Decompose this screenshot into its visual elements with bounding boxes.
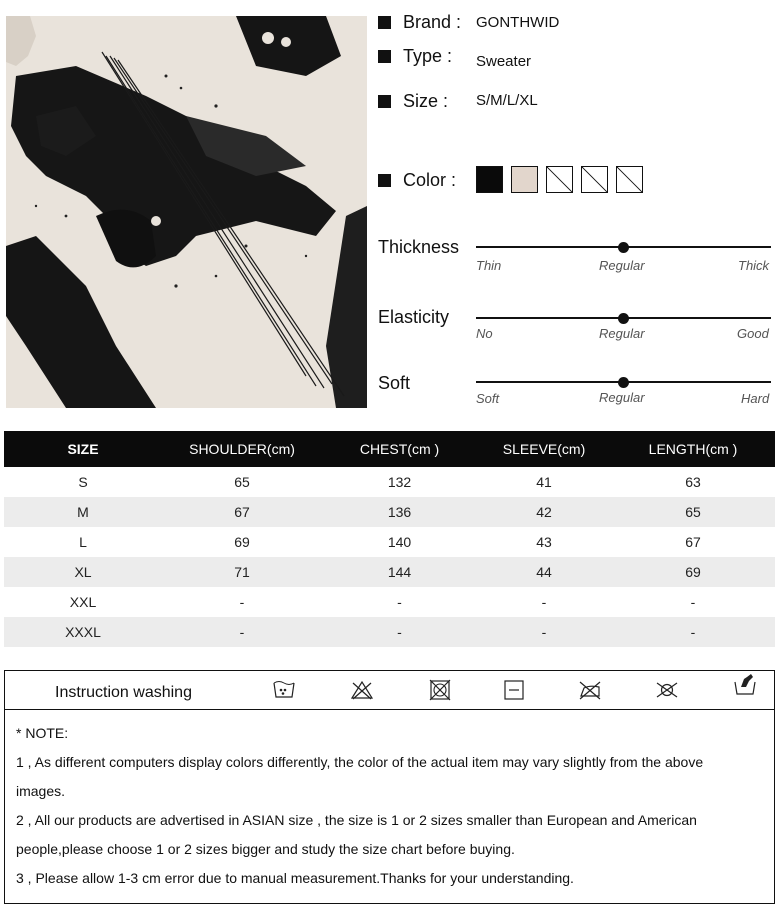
- table-cell: 67: [162, 497, 322, 527]
- scale-tick-middle: Regular: [599, 258, 645, 273]
- scale-tick-left: Soft: [476, 391, 500, 406]
- table-cell: 42: [477, 497, 611, 527]
- table-cell: 65: [234, 474, 250, 490]
- note-line: 2 , All our products are advertised in ASIAN size , the size is 1 or 2 sizes smaller than European and American: [16, 812, 697, 828]
- scale-tick-right: Thick: [738, 258, 770, 273]
- scale-tick-left: Thin: [476, 258, 502, 273]
- table-row: [4, 617, 775, 647]
- table-cell: -: [477, 617, 611, 647]
- type-label: Type :: [403, 46, 453, 66]
- color-swatch-unavailable[interactable]: [616, 166, 643, 193]
- note-line: people,please choose 1 or 2 sizes bigger and study the size chart before buying.: [16, 841, 515, 857]
- table-cell: 144: [322, 557, 477, 587]
- table-header-row: [4, 431, 775, 467]
- size-value: S/M/L/XL: [476, 92, 538, 109]
- size-chart-table: [4, 431, 775, 647]
- table-row: [4, 467, 775, 497]
- crossed-swatch-icon: [617, 167, 642, 192]
- table-header-cell: SLEEVE(cm): [477, 431, 611, 467]
- do-not-iron-icon: [578, 679, 602, 701]
- table-cell: 67: [685, 534, 701, 550]
- scale-tick-middle: Regular: [599, 326, 645, 341]
- scale-marker: [618, 377, 629, 388]
- type-value: Sweater: [476, 53, 532, 70]
- note-box: [4, 709, 775, 904]
- table-cell: 136: [322, 497, 477, 527]
- table-cell: XXXL: [4, 617, 162, 647]
- table-cell: 69: [611, 557, 775, 587]
- note-line: images.: [16, 783, 66, 799]
- table-cell: -: [397, 594, 402, 610]
- color-swatch-beige[interactable]: [511, 166, 538, 193]
- washing-title: Instruction washing: [55, 684, 192, 701]
- table-cell: 71: [162, 557, 322, 587]
- scale-marker: [618, 313, 629, 324]
- table-header-cell: LENGTH(cm ): [611, 431, 775, 467]
- note-line: 3 , Please allow 1-3 cm error due to manual measurement.Thanks for your understanding.: [16, 870, 574, 886]
- color-row: [378, 170, 456, 191]
- bullet-square-icon: [378, 16, 391, 29]
- brand-label: Brand :: [403, 12, 462, 32]
- table-cell: 41: [536, 474, 552, 490]
- scale-label: Soft: [378, 373, 411, 393]
- do-not-bleach-icon: [350, 679, 374, 701]
- scale-tick-right: Good: [737, 326, 769, 341]
- color-swatch-unavailable[interactable]: [581, 166, 608, 193]
- table-cell: -: [690, 594, 696, 610]
- table-cell: 63: [685, 474, 701, 490]
- table-row: [4, 587, 775, 617]
- scale-tick-right: Hard: [741, 391, 770, 406]
- table-cell: XL: [4, 557, 162, 587]
- color-swatch-black[interactable]: [476, 166, 503, 193]
- bullet-square-icon: [378, 50, 391, 63]
- table-cell: -: [322, 617, 477, 647]
- product-photo: [6, 16, 367, 408]
- table-header-cell: SHOULDER(cm): [162, 431, 322, 467]
- table-cell: 65: [611, 497, 775, 527]
- table-cell: -: [239, 594, 245, 610]
- do-not-tumble-dry-icon: [428, 679, 452, 701]
- table-cell: -: [611, 617, 775, 647]
- crossed-swatch-icon: [547, 167, 572, 192]
- scale-label: Elasticity: [378, 307, 450, 327]
- crossed-swatch-icon: [582, 167, 607, 192]
- table-row: [4, 497, 775, 527]
- scale-tick-left: No: [476, 326, 493, 341]
- table-cell: 69: [234, 534, 250, 550]
- table-cell: L: [79, 534, 87, 550]
- brand-row: [378, 12, 461, 33]
- dry-flat-icon: [502, 679, 526, 701]
- scale-marker: [618, 242, 629, 253]
- note-line: 1 , As different computers display colors differently, the color of the actual item may vary slightly from the above: [16, 754, 704, 770]
- table-cell: 43: [536, 534, 552, 550]
- bullet-square-icon: [378, 95, 391, 108]
- hand-wash-only-icon: [733, 673, 757, 695]
- scale-label: Thickness: [378, 237, 460, 257]
- table-header-cell: CHEST(cm ): [322, 431, 477, 467]
- do-not-dry-clean-icon: [655, 679, 679, 701]
- table-cell: 140: [387, 534, 412, 550]
- size-row: [378, 91, 448, 112]
- table-cell: -: [162, 617, 322, 647]
- table-cell: XXL: [69, 594, 97, 610]
- brand-value: GONTHWID: [476, 14, 560, 31]
- size-label: Size :: [403, 91, 449, 111]
- type-row: [378, 46, 452, 67]
- sweater-fabric-illustration: [6, 16, 367, 408]
- color-swatch-unavailable[interactable]: [546, 166, 573, 193]
- table-header-cell: SIZE: [4, 431, 162, 467]
- table-cell: -: [541, 594, 547, 610]
- hand-wash-30-icon: [272, 679, 296, 701]
- table-row: [4, 527, 775, 557]
- table-cell: S: [78, 474, 88, 490]
- color-label: Color :: [403, 170, 457, 190]
- table-cell: 44: [477, 557, 611, 587]
- scale-tick-middle: Regular: [599, 390, 645, 405]
- bullet-square-icon: [378, 174, 391, 187]
- note-heading: * NOTE:: [16, 725, 69, 741]
- color-swatches: [476, 166, 643, 193]
- table-cell: M: [4, 497, 162, 527]
- table-cell: 132: [387, 474, 412, 490]
- washing-instructions: [4, 670, 775, 710]
- table-row: [4, 557, 775, 587]
